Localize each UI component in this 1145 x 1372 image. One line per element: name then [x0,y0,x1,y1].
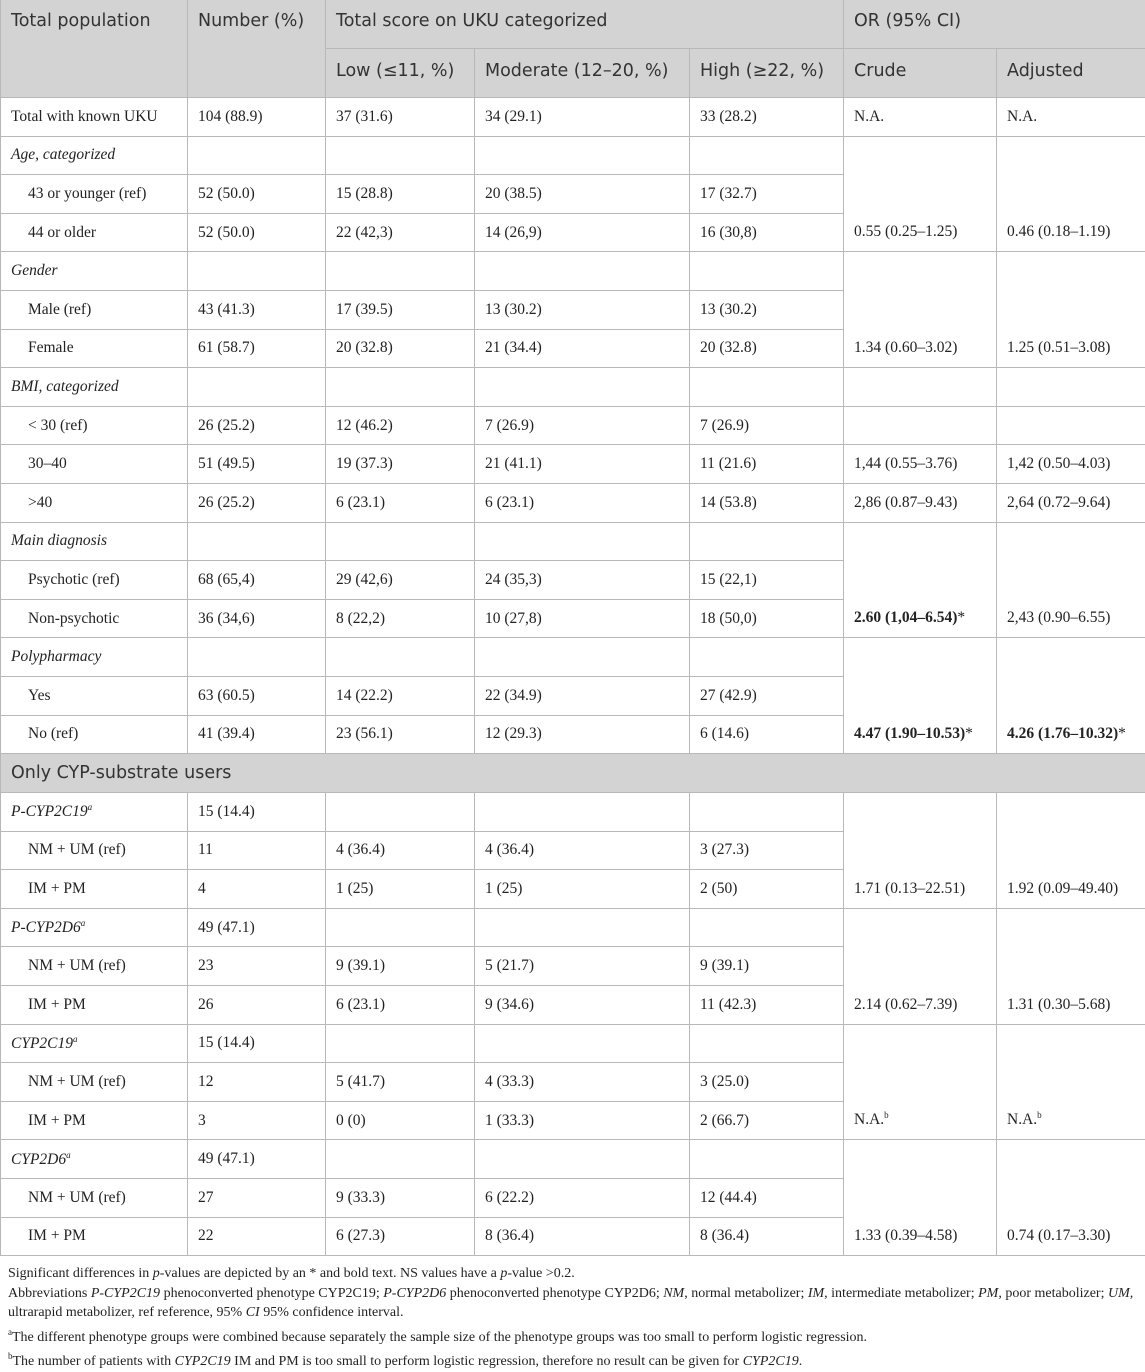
table-row [1,1024,1145,1063]
cell-moderate [475,252,690,291]
cell-low [326,136,475,175]
cell-high [690,1140,844,1179]
cell-high: 27 (42.9) [690,676,844,715]
cell-high [690,252,844,291]
cell-low: 6 (23.1) [326,986,475,1025]
cell-moderate: 21 (41.1) [475,445,690,484]
cell-low: 4 (36.4) [326,831,475,870]
cell-moderate: 9 (34.6) [475,986,690,1025]
cell-number: 12 [188,1063,326,1102]
footnote-b: $^b$The number of patients with CYP2C19 IM and PM is too small to perform logistic regression, therefore no result can be given for CYP2C19. [8,1347,1137,1372]
section-title: Only CYP-substrate users [1,754,1145,793]
table-row [1,136,1145,175]
cell-high: 11 (21.6) [690,445,844,484]
cell-moderate: 14 (26,9) [475,213,690,252]
cell-number [188,638,326,677]
cell-low: 19 (37.3) [326,445,475,484]
cell-low: 37 (31.6) [326,98,475,137]
cell-number: 52 (50.0) [188,213,326,252]
cell-moderate: 5 (21.7) [475,947,690,986]
cell-adjusted: 4.26 (1.76–10.32)* [997,638,1145,754]
cell-low: 8 (22,2) [326,599,475,638]
cell-low [326,793,475,832]
row-label: 44 or older [1,213,188,252]
cell-moderate [475,522,690,561]
cell-adjusted: 1.31 (0.30–5.68) [997,908,1145,1024]
cell-crude: 1.71 (0.13–22.51) [844,793,997,909]
row-label: Female [1,329,188,368]
cell-moderate: 10 (27,8) [475,599,690,638]
cell-high: 16 (30,8) [690,213,844,252]
cell-high [690,908,844,947]
cell-low [326,1140,475,1179]
cell-crude: 1,44 (0.55–3.76) [844,445,997,484]
cell-moderate: 20 (38.5) [475,175,690,214]
cell-adjusted [997,406,1145,445]
cell-moderate: 7 (26.9) [475,406,690,445]
cell-high: 2 (66.7) [690,1101,844,1140]
cell-high: 13 (30.2) [690,290,844,329]
cell-number [188,522,326,561]
header-adjusted: Adjusted [997,49,1145,98]
table-row [1,793,1145,832]
cell-moderate: 4 (36.4) [475,831,690,870]
cell-high: 9 (39.1) [690,947,844,986]
cell-low: 6 (27.3) [326,1217,475,1256]
cell-high: 17 (32.7) [690,175,844,214]
footnote-significance: Significant differences in p-values are depicted by an * and bold text. NS values have a p-value >0.2. [8,1264,1137,1284]
category-label: CYP2C19$^a$ [1,1024,188,1063]
header-total-population: Total population [1,0,188,98]
header-low: Low (≤11, %) [326,49,475,98]
row-label: < 30 (ref) [1,406,188,445]
category-label: Main diagnosis [1,522,188,561]
cell-adjusted: 2,64 (0.72–9.64) [997,483,1145,522]
cell-moderate [475,368,690,407]
row-label: 43 or younger (ref) [1,175,188,214]
cell-crude: 4.47 (1.90–10.53)* [844,638,997,754]
category-label: Gender [1,252,188,291]
cell-high: 15 (22,1) [690,561,844,600]
cell-low: 6 (23.1) [326,483,475,522]
row-label: Total with known UKU [1,98,188,137]
cell-moderate: 1 (33.3) [475,1101,690,1140]
cell-number: 26 [188,986,326,1025]
row-label: NM + UM (ref) [1,947,188,986]
row-label: Psychotic (ref) [1,561,188,600]
cell-adjusted: 1.25 (0.51–3.08) [997,252,1145,368]
table-row [1,406,1145,445]
footnote-abbreviations: Abbreviations P-CYP2C19 phenoconverted phenotype CYP2C19; P-CYP2D6 phenoconverted phenotype CYP2D6; NM, normal metabolizer; IM, intermediate metabolizer; PM, poor metabolizer; UM, ultrarapid metabolizer, ref reference, 95% CI 95% confidence interval. [8,1284,1137,1323]
row-label: IM + PM [1,1101,188,1140]
cell-low: 15 (28.8) [326,175,475,214]
cell-high: 14 (53.8) [690,483,844,522]
table-body [1,98,1145,1256]
cell-adjusted: N.A.$^b$ [997,1024,1145,1140]
cell-number: 63 (60.5) [188,676,326,715]
cell-number: 51 (49.5) [188,445,326,484]
row-label: NM + UM (ref) [1,831,188,870]
cell-number: 4 [188,870,326,909]
cell-number: 43 (41.3) [188,290,326,329]
cell-adjusted: 1.92 (0.09–49.40) [997,793,1145,909]
table-header [1,0,1145,98]
cell-number: 27 [188,1179,326,1218]
cell-moderate: 22 (34.9) [475,676,690,715]
category-label: BMI, categorized [1,368,188,407]
cell-high: 12 (44.4) [690,1179,844,1218]
cell-low [326,908,475,947]
row-label: Yes [1,676,188,715]
row-label: No (ref) [1,715,188,754]
cell-high: 11 (42.3) [690,986,844,1025]
cell-low [326,1024,475,1063]
cell-number [188,136,326,175]
cell-number: 26 (25.2) [188,483,326,522]
cell-low: 14 (22.2) [326,676,475,715]
row-label: NM + UM (ref) [1,1179,188,1218]
row-label: IM + PM [1,870,188,909]
cell-moderate [475,1024,690,1063]
row-label: IM + PM [1,986,188,1025]
cell-low: 17 (39.5) [326,290,475,329]
cell-number: 52 (50.0) [188,175,326,214]
cell-low: 29 (42,6) [326,561,475,600]
cell-high: 3 (25.0) [690,1063,844,1102]
cell-high [690,136,844,175]
row-label: Male (ref) [1,290,188,329]
cell-moderate [475,136,690,175]
cell-low: 22 (42,3) [326,213,475,252]
cell-low [326,522,475,561]
cell-moderate [475,908,690,947]
row-label: IM + PM [1,1217,188,1256]
table-row [1,368,1145,407]
cell-number: 15 (14.4) [188,1024,326,1063]
cell-low: 23 (56.1) [326,715,475,754]
category-label: P-CYP2C19$^a$ [1,793,188,832]
row-label: NM + UM (ref) [1,1063,188,1102]
cell-high: 6 (14.6) [690,715,844,754]
cell-low: 12 (46.2) [326,406,475,445]
cell-moderate: 1 (25) [475,870,690,909]
row-label: 30–40 [1,445,188,484]
table-row [1,483,1145,522]
cell-low [326,368,475,407]
cell-crude [844,368,997,407]
cell-high: 7 (26.9) [690,406,844,445]
table-row [1,522,1145,561]
cell-number: 36 (34,6) [188,599,326,638]
cell-low: 0 (0) [326,1101,475,1140]
cell-crude: 2.14 (0.62–7.39) [844,908,997,1024]
cell-low: 20 (32.8) [326,329,475,368]
cell-adjusted: 0.74 (0.17–3.30) [997,1140,1145,1256]
table-row [1,1140,1145,1179]
table-row [1,638,1145,677]
cell-low: 1 (25) [326,870,475,909]
cell-high: 18 (50,0) [690,599,844,638]
cell-number: 104 (88.9) [188,98,326,137]
cell-number: 22 [188,1217,326,1256]
cell-crude: 0.55 (0.25–1.25) [844,136,997,252]
table-row [1,252,1145,291]
cell-moderate [475,1140,690,1179]
table-row [1,98,1145,137]
header-crude: Crude [844,49,997,98]
cell-high [690,1024,844,1063]
cell-adjusted: 1,42 (0.50–4.03) [997,445,1145,484]
cell-crude [844,406,997,445]
row-label: Non-psychotic [1,599,188,638]
row-label: >40 [1,483,188,522]
category-label: Polypharmacy [1,638,188,677]
cell-moderate: 12 (29.3) [475,715,690,754]
footnote-a: $^a$The different phenotype groups were combined because separately the sample size of the phenotype groups was too small to perform logistic regression. [8,1323,1137,1348]
cell-high: 3 (27.3) [690,831,844,870]
cell-number: 49 (47.1) [188,908,326,947]
table-row [1,908,1145,947]
cell-number: 41 (39.4) [188,715,326,754]
cell-high [690,522,844,561]
cell-high [690,793,844,832]
cell-number: 3 [188,1101,326,1140]
cell-adjusted: N.A. [997,98,1145,137]
cell-number [188,368,326,407]
cell-number: 11 [188,831,326,870]
cell-number [188,252,326,291]
cell-crude: 1.33 (0.39–4.58) [844,1140,997,1256]
cell-adjusted: 0.46 (0.18–1.19) [997,136,1145,252]
cell-crude: 2.60 (1,04–6.54)* [844,522,997,638]
header-moderate: Moderate (12–20, %) [475,49,690,98]
cell-number: 68 (65,4) [188,561,326,600]
cell-moderate: 4 (33.3) [475,1063,690,1102]
cell-adjusted [997,368,1145,407]
category-label: CYP2D6$^a$ [1,1140,188,1179]
cell-low: 9 (39.1) [326,947,475,986]
cell-high: 20 (32.8) [690,329,844,368]
cell-low: 5 (41.7) [326,1063,475,1102]
cell-number: 23 [188,947,326,986]
section-header-row [1,754,1145,793]
header-high: High (≥22, %) [690,49,844,98]
cell-moderate: 6 (23.1) [475,483,690,522]
cell-low [326,638,475,677]
cell-adjusted: 2,43 (0.90–6.55) [997,522,1145,638]
cell-number: 15 (14.4) [188,793,326,832]
cell-high [690,638,844,677]
cell-moderate [475,638,690,677]
cell-number: 49 (47.1) [188,1140,326,1179]
cell-crude: N.A. [844,98,997,137]
category-label: P-CYP2D6$^a$ [1,908,188,947]
cell-moderate [475,793,690,832]
header-or-ci: OR (95% CI) [844,0,1145,49]
header-number: Number (%) [188,0,326,98]
cell-low [326,252,475,291]
cell-moderate: 6 (22.2) [475,1179,690,1218]
cell-crude: 1.34 (0.60–3.02) [844,252,997,368]
cell-moderate: 13 (30.2) [475,290,690,329]
header-total-score: Total score on UKU categorized [326,0,844,49]
category-label: Age, categorized [1,136,188,175]
cell-moderate: 8 (36.4) [475,1217,690,1256]
cell-high [690,368,844,407]
cell-high: 33 (28.2) [690,98,844,137]
cell-high: 2 (50) [690,870,844,909]
cell-low: 9 (33.3) [326,1179,475,1218]
cell-moderate: 21 (34.4) [475,329,690,368]
cell-number: 26 (25.2) [188,406,326,445]
cell-crude: N.A.$^b$ [844,1024,997,1140]
cell-moderate: 24 (35,3) [475,561,690,600]
table-row [1,445,1145,484]
cell-high: 8 (36.4) [690,1217,844,1256]
cell-number: 61 (58.7) [188,329,326,368]
table-footnotes [0,1264,1145,1372]
cell-moderate: 34 (29.1) [475,98,690,137]
cell-crude: 2,86 (0.87–9.43) [844,483,997,522]
